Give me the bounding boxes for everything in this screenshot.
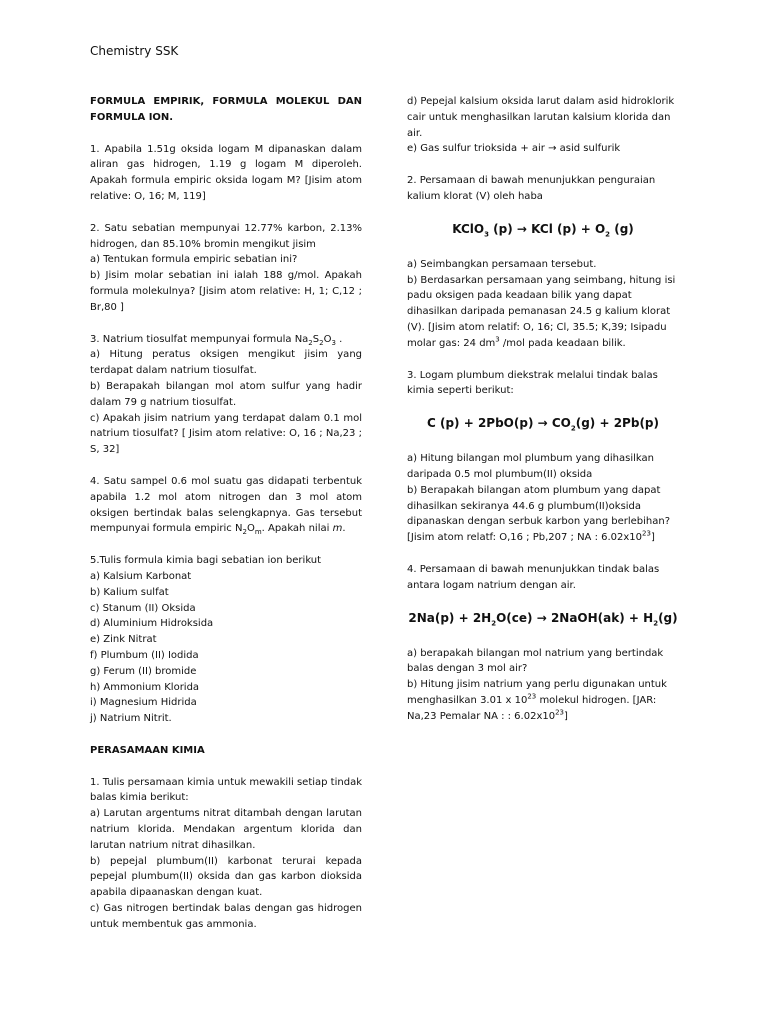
equation-question-4-intro: 4. Persamaan di bawah menunjukkan tindak balas antara logam natrium dengan air. (407, 563, 660, 591)
equation-question-3b: b) Berapakah bilangan atom plumbum yang dapat dihasilkan sekiranya 44.6 g plumbum(II)oksida dipanaskan dengan serbuk karbon yang berlebihan? [Jisim atom relatf: O,16 ; Pb,207 ; NA : $6.02x10^{23}$] (407, 484, 671, 544)
equation-question-3-intro: 3. Logam plumbum diekstrak melalui tindak balas kimia seperti berikut: (407, 369, 658, 397)
equation-question-3a: a) Hitung bilangan mol plumbum yang dihasilkan daripada 0.5 mol plumbum(II) oksida (407, 453, 654, 480)
equation-question-2-intro: 2. Persamaan di bawah menunjukkan penguraian kalium klorat (V) oleh haba (407, 175, 656, 202)
question-4: 4. Satu sampel 0.6 mol suatu gas didapati terbentuk apabila 1.2 mol atom nitrogen dan 3 mol atom oksigen bertindak balas selengkapnya. Gas tersebut mempunyai formula empiric $N_2O_m$. Apakah nilai m. (90, 475, 362, 537)
list-item: d) Aluminium Hidroksida (90, 618, 214, 630)
section-title-empirical: FORMULA EMPIRIK, FORMULA MOLEKUL DAN FORMULA ION. (90, 96, 362, 123)
equation-question-4a: a) berapakah bilangan mol natrium yang bertindak balas dengan 3 mol air? (407, 647, 664, 675)
equation-question-3-parts (407, 451, 679, 546)
equation-question-2a: a) Seimbangkan persamaan tersebut. (407, 258, 597, 270)
equation-pbo: C $(p) + 2PbO(p) \to CO_2(g) + 2Pb(p)$ (426, 416, 659, 433)
right-column (407, 94, 679, 741)
left-column (90, 94, 362, 949)
equation-question-1 (90, 775, 362, 933)
list-item: e) Zink Nitrat (90, 634, 157, 646)
document-header: Chemistry SSK (90, 44, 179, 58)
question-3-intro: 3. Natrium tiosulfat mempunyai formula $Na_2S_2O_3$ . (90, 333, 343, 347)
list-item: b) Kalium sulfat (90, 586, 169, 598)
question-3c: c) Apakah jisim natrium yang terdapat dalam 0.1 mol natrium tiosulfat? [ Jisim atom relative: O, 16 ; Na,23 ; S, 32] (90, 412, 362, 456)
list-item: h) Ammonium Klorida (90, 681, 200, 693)
arrow-icon: → (536, 610, 547, 625)
list-item: g) Ferum (II) bromide (90, 665, 197, 677)
equation-question-1d: d) Pepejal kalsium oksida larut dalam asid hidroklorik cair untuk menghasilkan larutan kalsium klorida dan air. (407, 96, 675, 139)
list-item: j) Natrium Nitrit. (90, 713, 172, 725)
question-5 (90, 553, 362, 727)
list-item: i) Magnesium Hidrida (90, 697, 197, 709)
question-3 (90, 332, 362, 458)
question-5-intro: 5.Tulis formula kimia bagi sebatian ion berikut (90, 555, 322, 567)
list-item: f) Plumbum (II) Iodida (90, 649, 199, 661)
equation-question-1b: b) pepejal plumbum(II) karbonat terurai kepada pepejal plumbum(II) oksida dan gas karbon dioksida apabila dipaanaskan dengan kuat. (90, 855, 362, 899)
arrow-icon: → (516, 221, 527, 236)
question-2a: a) Tentukan formula empiric sebatian ini? (90, 254, 298, 266)
arrow-icon: → (548, 143, 557, 155)
equation-question-4-parts (407, 646, 679, 725)
question-3a: a) Hitung peratus oksigen mengikut jisim yang terdapat dalam natrium tiosulfat. (90, 349, 362, 377)
equation-question-4b: b) Hitung jisim natrium yang perlu digunakan untuk menghasilkan 3.01 x $10^{23}$ molekul hidrogen. [JAR: Na,23 Pemalar NA : : $6.02x10^{23}$] (407, 679, 667, 722)
equation-question-1a: a) Larutan argentums nitrat ditambah dengan larutan natrium klorida. Mendakan argentum klorida dan larutan natrium nitrat dihasilkan. (90, 808, 362, 851)
equation-sodium-water: $2Na(p) + 2H_2O(ce)$ → 2NaOH(ak) + $H_2(g)$ (408, 610, 678, 627)
question-2 (90, 221, 362, 316)
equation-question-1e: e) Gas sulfur trioksida + air → asid sulfurik (407, 143, 621, 155)
equation-kclo3: KClO$_3$ (p) → KCl $(p) + O_2$ (g) (452, 221, 634, 239)
list-item: c) Stanum (II) Oksida (90, 602, 196, 614)
arrow-icon: → (537, 416, 548, 431)
list-item: a) Kalsium Karbonat (90, 570, 192, 582)
equation-question-1c: c) Gas nitrogen bertindak balas dengan gas hidrogen untuk membentuk gas ammonia. (90, 903, 362, 930)
question-2-intro: 2. Satu sebatian mempunyai 12.77% karbon, 2.13% hidrogen, dan 85.10% bromin mengikut jisim (90, 222, 362, 250)
equation-question-2b: b) Berdasarkan persamaan yang seimbang, hitung isi padu oksigen pada keadaan bilik yang dapat dihasilkan daripada pemanasan 24.5 g kalium klorat (V). [Jisim atom relatif: O, 16; Cl, 35.5; K,39; Isipadu molar gas: 24 $dm^3$ /mol pada keadaan bilik. (407, 274, 676, 349)
question-1: 1. Apabila 1.51g oksida logam M dipanaskan dalam aliran gas hidrogen, 1.19 g logam M diperoleh. Apakah formula empiric oksida logam M? [Jisim atom relative: O, 16; M, 119] (90, 143, 362, 202)
section-title-equations: PERASAMAAN KIMIA (90, 744, 205, 756)
question-3b: b) Berapakah bilangan mol atom sulfur yang hadir dalam 79 g natrium tiosulfat. (90, 380, 362, 408)
equation-question-2-parts (407, 257, 679, 352)
question-2b: b) Jisim molar sebatian ini ialah 188 g/mol. Apakah formula molekulnya? [Jisim atom relative: H, 1; C,12 ; Br,80 ] (90, 270, 362, 313)
equation-question-1-continued (407, 94, 679, 157)
equation-question-1-intro: 1. Tulis persamaan kimia untuk mewakili setiap tindak balas kimia berikut: (90, 776, 362, 804)
